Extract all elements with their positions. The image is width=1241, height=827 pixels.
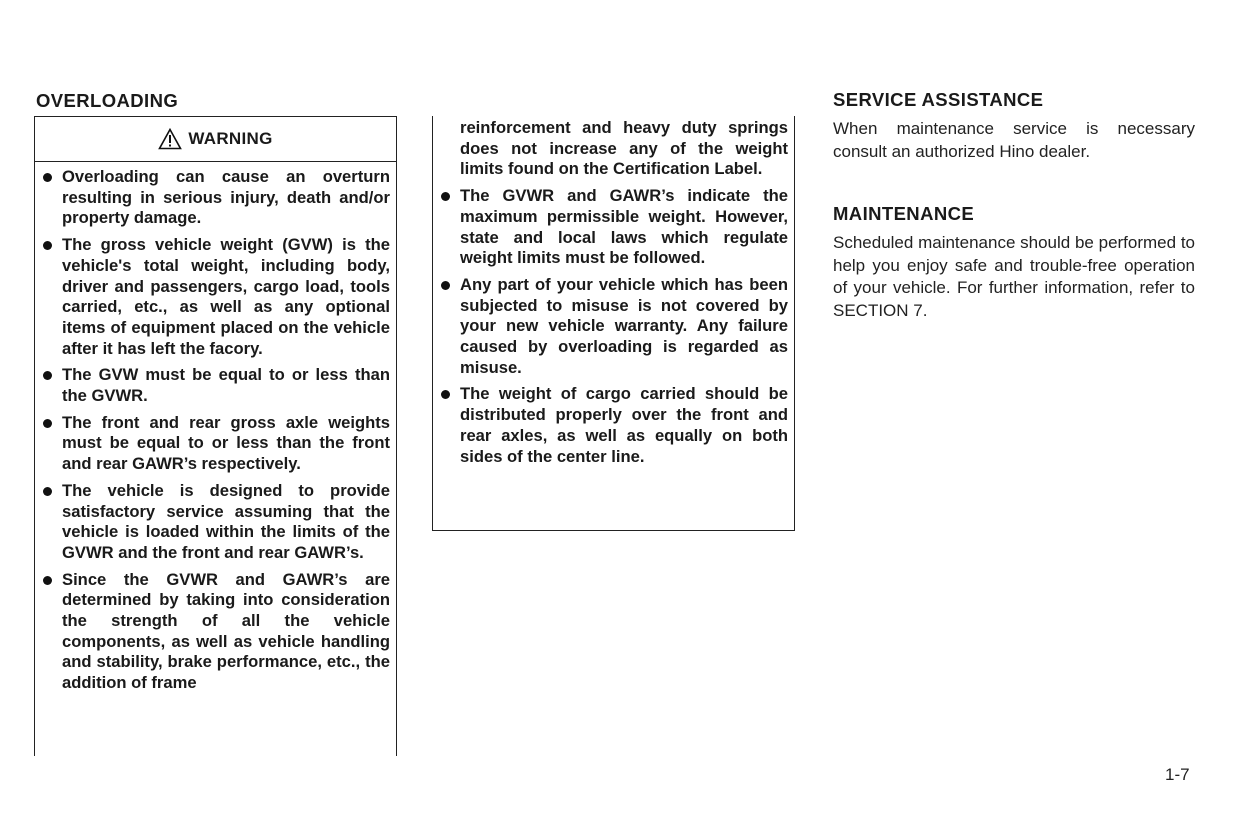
bullet-dot-icon <box>441 390 450 399</box>
maintenance-text: Scheduled maintenance should be performed to help you enjoy safe and trouble-free operation of your vehicle. For further information, refer to SECTION 7. <box>833 233 1195 320</box>
bullet-dot-icon <box>441 281 450 290</box>
list-item: The GVWR and GAWR’s indicate the maximum permissible weight. However, state and local laws which regulate weight limits must be followed. <box>441 186 788 269</box>
bullet-dot-icon <box>43 371 52 380</box>
warning-list-left <box>35 162 396 694</box>
list-item: The front and rear gross axle weights must be equal to or less than the front and rear GAWR’s respectively. <box>43 413 390 475</box>
list-item: Overloading can cause an overturn resulting in serious injury, death and/or property damage. <box>43 167 390 229</box>
bullet-dot-icon <box>441 192 450 201</box>
service-assistance-text: When maintenance service is necessary consult an authorized Hino dealer. <box>833 119 1195 161</box>
service-assistance-heading: SERVICE ASSISTANCE <box>833 89 1044 110</box>
warning-triangle-icon <box>158 128 182 150</box>
warning-list-mid <box>433 186 794 467</box>
list-item: The weight of cargo carried should be distributed properly over the front and rear axles, as well as equally on both sides of the center line. <box>441 384 788 467</box>
list-item: The GVW must be equal to or less than the GVWR. <box>43 365 390 406</box>
warning-box <box>34 116 397 756</box>
warning-box-continued <box>432 116 795 531</box>
list-item: The vehicle is designed to provide satisfactory service assuming that the vehicle is loaded within the limits of the GVWR and the front and rear GAWR’s. <box>43 481 390 564</box>
warning-label: WARNING <box>188 129 273 148</box>
continuation-text: reinforcement and heavy duty springs does not increase any of the weight limits found on the Certification Label. <box>460 118 788 179</box>
warning-header <box>35 117 396 162</box>
bullet-dot-icon <box>43 173 52 182</box>
overloading-heading: OVERLOADING <box>36 90 179 111</box>
list-item: Any part of your vehicle which has been subjected to misuse is not covered by your new vehicle warranty. Any failure caused by overloading is regarded as misuse. <box>441 275 788 379</box>
list-item: The gross vehicle weight (GVW) is the vehicle's total weight, including body, driver and passengers, cargo load, tools carried, etc., as well as any optional items of equipment placed on the vehicle after it has left the facory. <box>43 235 390 359</box>
bullet-dot-icon <box>43 576 52 585</box>
bullet-dot-icon <box>43 241 52 250</box>
bullet-dot-icon <box>43 419 52 428</box>
list-item: Since the GVWR and GAWR’s are determined by taking into consideration the strength of all the vehicle components, as well as vehicle handling and stability, brake performance, etc., the addition of frame <box>43 570 390 694</box>
maintenance-heading: MAINTENANCE <box>833 203 975 224</box>
bullet-dot-icon <box>43 487 52 496</box>
page-number: 1-7 <box>1165 765 1190 784</box>
